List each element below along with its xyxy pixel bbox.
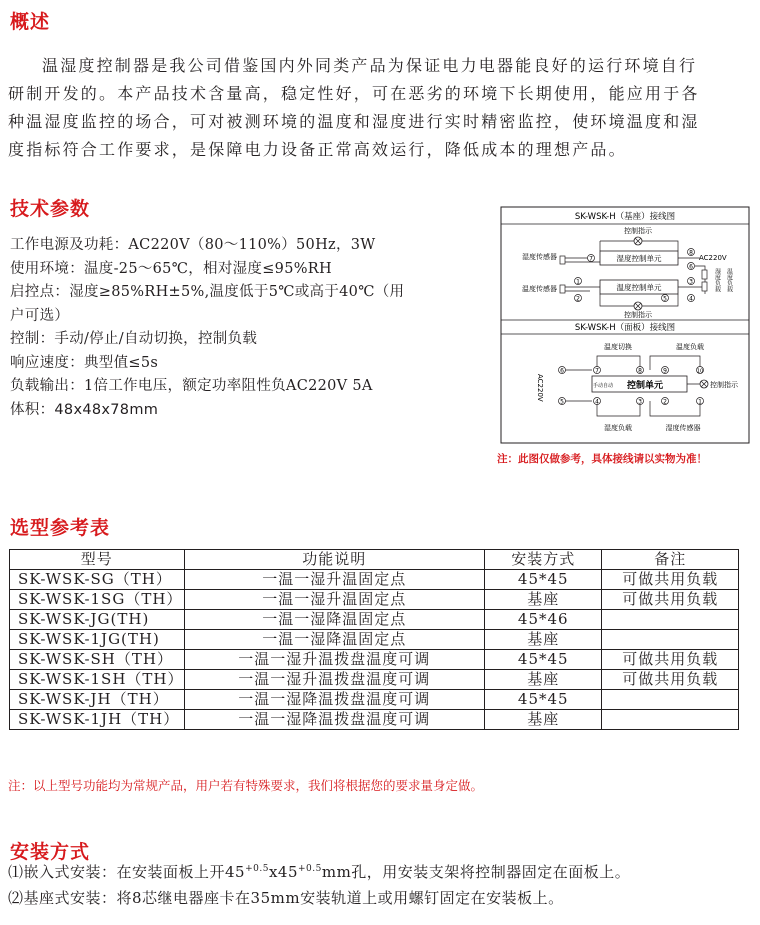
svg-text:1: 1 [698, 398, 702, 406]
cell-remark [602, 710, 739, 730]
table-row [10, 710, 739, 730]
table-row [10, 690, 739, 710]
cell-model: SK-WSK-JH（TH） [10, 690, 185, 710]
hum-load-panel-label: 湿度负载 [604, 424, 632, 432]
panel-indicator-label: 控制指示 [710, 381, 738, 389]
svg-text:4: 4 [595, 398, 599, 406]
spec-response: 响应速度：典型值≤5s [10, 354, 159, 371]
table-row [10, 650, 739, 670]
table-header-row [10, 550, 739, 570]
cell-remark: 可做共用负载 [602, 570, 739, 590]
hum-sensor-panel-label: 湿度传感器 [665, 424, 701, 432]
spec-volume: 体积：48x48x78mm [10, 401, 159, 418]
spec-control: 控制：手动/停止/自动切换，控制负载 [10, 331, 258, 347]
spec-environment: 使用环境：温度-25～65℃，相对湿度≤95%RH [10, 260, 332, 277]
cell-function: 一温一湿降温拨盘温度可调 [184, 690, 485, 710]
cell-function: 一温一湿升温固定点 [184, 570, 485, 590]
tech-spec-list [10, 234, 480, 422]
base-indicator-label: 控制指示 [624, 227, 652, 235]
svg-text:6: 6 [689, 263, 693, 271]
svg-text:8: 8 [638, 367, 642, 375]
wiring-diagram [500, 206, 750, 446]
cell-install: 45*45 [485, 570, 602, 590]
spec-trigger-point-cont: 户可选） [10, 307, 70, 324]
overview-line: 种温湿度监控的场合，可对被测环境的温度和湿度进行实时精密监控，使环境温度和湿 [8, 112, 700, 131]
svg-text:3: 3 [689, 278, 693, 286]
spec-power: 工作电源及功耗：AC220V（80～110%）50Hz，3W [10, 237, 376, 253]
cell-function: 一温一湿降温固定点 [184, 630, 485, 650]
table-row [10, 590, 739, 610]
cell-function: 一温一湿升温固定点 [184, 590, 485, 610]
cell-model: SK-WSK-1SH（TH） [10, 670, 185, 690]
install-line-embedded: ⑴嵌入式安装：在安装面板上开$45^{+0.5}x45^{+0.5}mm$孔，用安装支架将控制器固定在面板上。 [8, 863, 631, 881]
pin-10 [697, 367, 704, 375]
header-function: 功能说明 [184, 550, 485, 570]
install-line-base: ⑵基座式安装：将8芯继电器座卡在35mm安装轨道上或用螺钉固定在安装板上。 [8, 889, 564, 907]
cell-install: 基座 [485, 710, 602, 730]
temperature-sensor-label: 温度传感器 [522, 285, 557, 293]
cell-install: 45*46 [485, 610, 602, 630]
ac-label-panel: AC220V [536, 374, 544, 402]
svg-text:9: 9 [663, 367, 667, 375]
cell-function: 一温一湿降温拨盘温度可调 [184, 710, 485, 730]
header-model: 型号 [10, 550, 185, 570]
cell-install: 45*45 [485, 690, 602, 710]
overview-line: 度指标符合工作要求，是保障电力设备正常高效运行，降低成本的理想产品。 [8, 140, 627, 159]
cell-function: 一温一湿降温固定点 [184, 610, 485, 630]
svg-text:1: 1 [576, 278, 580, 286]
selection-table [9, 549, 739, 730]
svg-text:10: 10 [696, 368, 704, 375]
diagram-base-title: SK-WSK-H（基座）接线图 [574, 212, 676, 222]
cell-model: SK-WSK-JG(TH) [10, 610, 185, 630]
svg-text:6: 6 [560, 367, 564, 375]
hum-load-label: 湿度负载 [713, 268, 721, 292]
install-heading: 安装方式 [10, 841, 91, 863]
humidity-sensor-label: 湿度传感器 [522, 253, 557, 261]
cell-install: 基座 [485, 590, 602, 610]
table-row [10, 670, 739, 690]
cell-remark: 可做共用负载 [602, 650, 739, 670]
svg-text:5: 5 [560, 398, 564, 406]
diagram-panel-title: SK-WSK-H（面板）接线图 [574, 323, 676, 333]
table-row [10, 610, 739, 630]
spec-load-output: 负载输出：1倍工作电压，额定功率阻性负AC220V 5A [10, 378, 373, 394]
cell-remark: 可做共用负载 [602, 590, 739, 610]
cell-remark [602, 630, 739, 650]
svg-text:2: 2 [663, 398, 667, 406]
cell-function: 一温一湿升温拨盘温度可调 [184, 670, 485, 690]
svg-text:8: 8 [689, 249, 693, 257]
base-indicator-label-2: 控制指示 [624, 311, 652, 319]
cell-model: SK-WSK-SG（TH） [10, 570, 185, 590]
cell-model: SK-WSK-SH（TH） [10, 650, 185, 670]
overview-line: 研制开发的。本产品技术含量高，稳定性好，可在恶劣的环境下长期使用，能应用于各 [8, 84, 700, 103]
cell-remark [602, 690, 739, 710]
cell-model: SK-WSK-1JG(TH) [10, 630, 185, 650]
svg-text:7: 7 [589, 255, 593, 263]
cell-remark [602, 610, 739, 630]
overview-paragraph [8, 52, 748, 164]
temp-switch-label: 温度切换 [604, 343, 632, 351]
header-remark: 备注 [602, 550, 739, 570]
svg-text:5: 5 [663, 295, 667, 303]
cell-model: SK-WSK-1SG（TH） [10, 590, 185, 610]
ac-label-base: AC220V [699, 254, 727, 262]
svg-text:3: 3 [638, 398, 642, 406]
hand-auto-label: 手动自动 [592, 383, 614, 389]
svg-text:4: 4 [689, 295, 693, 303]
overview-heading: 概述 [10, 11, 51, 33]
diagram-note: 注：此图仅做参考，具体接线请以实物为准！ [497, 453, 707, 465]
svg-text:2: 2 [576, 295, 580, 303]
temp-load-panel-label: 温度负载 [676, 343, 704, 351]
header-install: 安装方式 [485, 550, 602, 570]
selection-heading: 选型参考表 [10, 517, 111, 539]
cell-install: 45*45 [485, 650, 602, 670]
svg-text:7: 7 [595, 367, 599, 375]
control-unit-label: 控制单元 [626, 381, 664, 391]
table-row [10, 570, 739, 590]
temp-load-label: 温度负载 [725, 268, 733, 292]
cell-remark: 可做共用负载 [602, 670, 739, 690]
selection-note: 注：以上型号功能均为常规产品，用户若有特殊要求，我们将根据您的要求量身定做。 [8, 778, 484, 793]
temp-control-unit: 温度控制单元 [616, 283, 662, 292]
cell-model: SK-WSK-1JH（TH） [10, 710, 185, 730]
cell-install: 基座 [485, 670, 602, 690]
table-row [10, 630, 739, 650]
overview-line: 温湿度控制器是我公司借鉴国内外同类产品为保证电力电器能良好的运行环境自行 [42, 56, 698, 75]
hum-control-unit: 湿度控制单元 [616, 254, 662, 263]
cell-install: 基座 [485, 630, 602, 650]
cell-function: 一温一湿升温拨盘温度可调 [184, 650, 485, 670]
tech-heading: 技术参数 [10, 198, 91, 220]
spec-trigger-point: 启控点：湿度≥85%RH±5%,温度低于5℃或高于40℃（用 [10, 284, 405, 300]
